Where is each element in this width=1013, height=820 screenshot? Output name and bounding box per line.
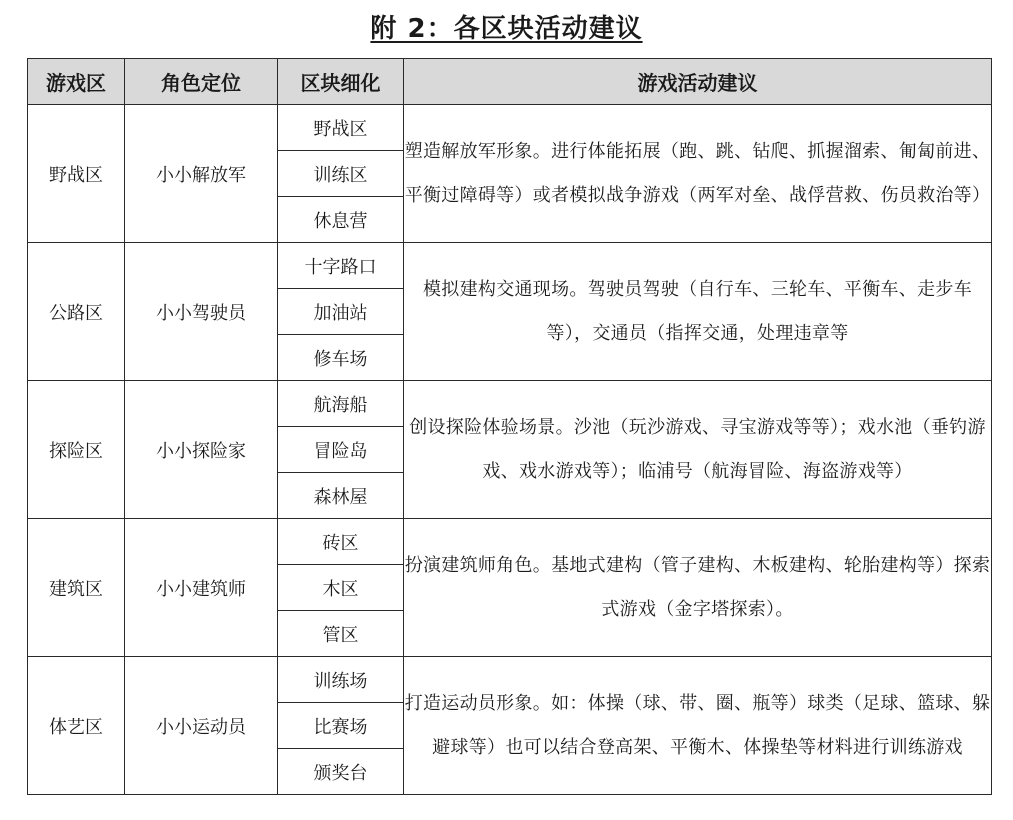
role-cell: 小小运动员 — [125, 657, 278, 795]
suggestion-cell: 模拟建构交通现场。驾驶员驾驶（自行车、三轮车、平衡车、走步车等），交通员（指挥交通，处理违章等 — [404, 243, 992, 381]
header-role: 角色定位 — [125, 59, 278, 105]
subzone-cell: 十字路口 — [278, 243, 404, 289]
zone-cell: 公路区 — [28, 243, 125, 381]
table-row — [28, 243, 992, 289]
subzone-cell: 冒险岛 — [278, 427, 404, 473]
suggestion-cell: 创设探险体验场景。沙池（玩沙游戏、寻宝游戏等等）；戏水池（垂钓游戏、戏水游戏等）；临浦号（航海冒险、海盗游戏等） — [404, 381, 992, 519]
zone-cell: 野战区 — [28, 105, 125, 243]
suggestion-cell: 打造运动员形象。如：体操（球、带、圈、瓶等）球类（足球、篮球、躲避球等）也可以结合登高架、平衡木、体操垫等材料进行训练游戏 — [404, 657, 992, 795]
subzone-cell: 野战区 — [278, 105, 404, 151]
subzone-cell: 休息营 — [278, 197, 404, 243]
role-cell: 小小建筑师 — [125, 519, 278, 657]
subzone-cell: 管区 — [278, 611, 404, 657]
zone-cell: 体艺区 — [28, 657, 125, 795]
subzone-cell: 修车场 — [278, 335, 404, 381]
activity-table — [27, 58, 992, 795]
suggestion-cell: 扮演建筑师角色。基地式建构（管子建构、木板建构、轮胎建构等）探索式游戏（金字塔探索）。 — [404, 519, 992, 657]
table-row — [28, 105, 992, 151]
table-row — [28, 519, 992, 565]
subzone-cell: 航海船 — [278, 381, 404, 427]
subzone-cell: 比赛场 — [278, 703, 404, 749]
subzone-cell: 砖区 — [278, 519, 404, 565]
zone-cell: 建筑区 — [28, 519, 125, 657]
subzone-cell: 加油站 — [278, 289, 404, 335]
suggestion-cell: 塑造解放军形象。进行体能拓展（跑、跳、钻爬、抓握溜索、匍匐前进、平衡过障碍等）或者模拟战争游戏（两军对垒、战俘营救、伤员救治等） — [404, 105, 992, 243]
table-body — [28, 105, 992, 795]
header-suggestion: 游戏活动建议 — [404, 59, 992, 105]
header-game-zone: 游戏区 — [28, 59, 125, 105]
header-row — [28, 59, 992, 105]
table-row — [28, 657, 992, 703]
zone-cell: 探险区 — [28, 381, 125, 519]
header-subzone: 区块细化 — [278, 59, 404, 105]
role-cell: 小小解放军 — [125, 105, 278, 243]
document-title-text: 附 2：各区块活动建议 — [370, 14, 643, 44]
subzone-cell: 木区 — [278, 565, 404, 611]
subzone-cell: 训练场 — [278, 657, 404, 703]
subzone-cell: 森林屋 — [278, 473, 404, 519]
table-header — [28, 59, 992, 105]
document-title — [0, 8, 1013, 45]
subzone-cell: 训练区 — [278, 151, 404, 197]
table-row — [28, 381, 992, 427]
role-cell: 小小驾驶员 — [125, 243, 278, 381]
role-cell: 小小探险家 — [125, 381, 278, 519]
subzone-cell: 颁奖台 — [278, 749, 404, 795]
